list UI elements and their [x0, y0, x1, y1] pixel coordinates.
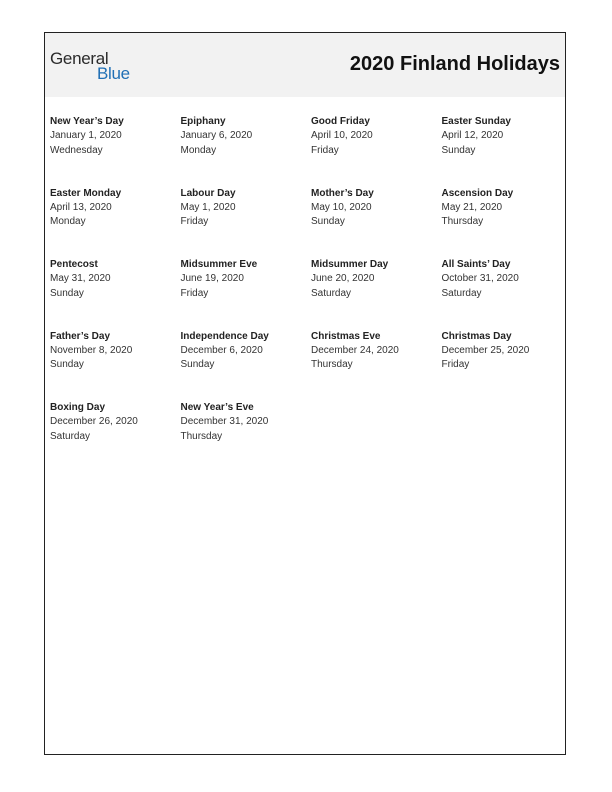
holiday-date: May 31, 2020: [50, 273, 111, 285]
holiday-name: Easter Sunday: [441, 116, 511, 127]
holiday-date: May 21, 2020: [441, 201, 503, 213]
holiday-grid: [50, 115, 565, 473]
holiday-entry: [311, 115, 442, 187]
holiday-entry: [442, 115, 565, 187]
holiday-date: April 13, 2020: [50, 201, 112, 213]
holiday-date: May 10, 2020: [311, 201, 372, 213]
holiday-entry: [181, 115, 312, 187]
holiday-weekday: Friday: [311, 144, 339, 156]
holiday-entry: [311, 258, 442, 330]
holiday-weekday: Sunday: [311, 216, 345, 228]
holiday-weekday: Sunday: [441, 144, 476, 156]
holiday-name: Easter Monday: [50, 187, 122, 199]
holiday-weekday: Monday: [180, 144, 217, 156]
holiday-name: Christmas Day: [441, 330, 512, 342]
holiday-name: Pentecost: [50, 259, 98, 270]
holiday-name: Christmas Eve: [311, 330, 381, 342]
holiday-entry: [50, 330, 181, 402]
holiday-entry: [181, 187, 312, 259]
holiday-name: Boxing Day: [50, 402, 106, 413]
holiday-entry: [311, 187, 442, 259]
holiday-entry: [442, 330, 565, 402]
holiday-entry: [181, 401, 312, 473]
logo: [50, 49, 140, 85]
holiday-name: New Year’s Eve: [180, 402, 254, 413]
holiday-weekday: Friday: [180, 216, 209, 228]
holiday-date: June 19, 2020: [180, 273, 244, 285]
holiday-date: May 1, 2020: [180, 201, 236, 213]
header-band: [45, 33, 565, 97]
holiday-date: June 20, 2020: [311, 273, 375, 285]
holiday-entry: [181, 258, 312, 330]
holiday-weekday: Sunday: [50, 287, 84, 299]
holiday-name: Good Friday: [311, 116, 370, 127]
holiday-date: April 12, 2020: [441, 130, 504, 142]
holiday-name: Father’s Day: [50, 330, 111, 342]
holiday-date: October 31, 2020: [441, 273, 519, 285]
holiday-name: Midsummer Eve: [180, 259, 258, 270]
holiday-name: Ascension Day: [441, 187, 514, 199]
logo-general-text: General: [50, 49, 109, 68]
holiday-date: December 26, 2020: [50, 416, 138, 428]
page-title: 2020 Finland Holidays: [349, 53, 560, 75]
holiday-weekday: Saturday: [50, 430, 91, 442]
holiday-entry: [50, 258, 181, 330]
holiday-entry: [181, 330, 312, 402]
holiday-weekday: Monday: [50, 216, 86, 228]
holiday-name: New Year’s Day: [50, 116, 124, 127]
holiday-weekday: Friday: [441, 359, 470, 371]
holiday-weekday: Thursday: [441, 216, 484, 228]
holiday-name: Epiphany: [180, 116, 226, 127]
holiday-weekday: Friday: [180, 287, 209, 299]
holiday-entry: [50, 401, 181, 473]
holiday-weekday: Thursday: [311, 359, 353, 371]
holiday-date: January 1, 2020: [50, 130, 122, 142]
holiday-name: Midsummer Day: [311, 259, 389, 270]
holiday-weekday: Wednesday: [50, 144, 103, 156]
holiday-weekday: Thursday: [180, 430, 223, 442]
holiday-weekday: Sunday: [180, 359, 215, 371]
holiday-weekday: Saturday: [441, 287, 482, 299]
holiday-name: Labour Day: [180, 187, 236, 199]
page-frame: [44, 32, 566, 755]
holiday-date: April 10, 2020: [311, 130, 373, 142]
logo-blue-text: Blue: [97, 64, 130, 83]
holiday-entry: [442, 187, 565, 259]
holiday-weekday: Sunday: [50, 359, 84, 371]
holiday-entry: [311, 330, 442, 402]
holiday-name: Mother’s Day: [311, 187, 374, 199]
holiday-weekday: Saturday: [311, 287, 352, 299]
holiday-date: November 8, 2020: [50, 344, 133, 356]
holiday-date: December 25, 2020: [441, 344, 530, 356]
holiday-entry: [442, 258, 565, 330]
holiday-name: Independence Day: [180, 330, 269, 342]
holiday-date: January 6, 2020: [180, 130, 253, 142]
holiday-date: December 6, 2020: [180, 344, 263, 356]
holiday-entry: [50, 187, 181, 259]
holiday-name: All Saints’ Day: [441, 259, 511, 270]
holiday-entry: [50, 115, 181, 187]
holiday-date: December 31, 2020: [180, 416, 269, 428]
holiday-date: December 24, 2020: [311, 344, 399, 356]
